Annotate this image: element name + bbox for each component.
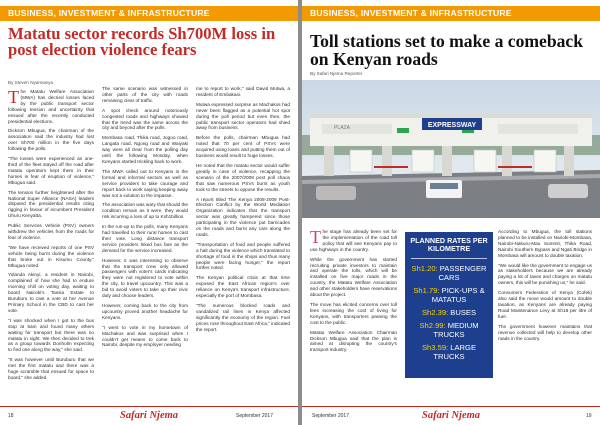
sign-plaza: PLAZA — [334, 125, 350, 131]
issue-date: September 2017 — [312, 413, 349, 419]
page-footer — [0, 406, 298, 425]
article-paragraph: The Kenyan political crisis at that time exposed the East African region's over reliance on Kenya's transport infrastructure, especially the port of Mombasa. — [196, 275, 290, 299]
article-paragraph: However, it was interesting to observe that the transport crew only allowed passengers with voter's cards indicating they were not registered to vote within the city, to travel upcountry. This was a bid to avoid voters to take up their civic duty and choose leaders. — [102, 257, 188, 299]
article-paragraph: In the run-up to the polls, many Kenyans had travelled to their rural homes to cast their vote. Long distance transport service providers hiked bus fare as the demand for the service increased. — [102, 224, 188, 253]
section-label: BUSINESS, INVESTMENT & INFRASTRUCTURE — [8, 8, 210, 18]
article-paragraph: Before the polls, chairman Mbugua had noted that 70 per cent of PSVs were acquired using loans and putting them out of business would result to huge losses. — [196, 135, 290, 159]
article-paragraph: "I was shocked when I got to the bus stop at 5am and found many others waiting for transport but there was no matatu in sight. We then decided to trek as a group towards Donholm expecting to find one along the way," she said. — [8, 317, 94, 353]
toll-rates-title: PLANNED RATES PER KILOMETRE — [410, 236, 488, 253]
article-paragraph: While the government has started recruiting private investors to maintain and operate the tolls, which will be installed on five major roads in the country, the Matatu Welfare Association and other stakeholders have reservations about the project. — [310, 256, 397, 298]
article-paragraph: "The losses were experienced as one-third of the fleet stayed off the road after matatu operators kept them in their homes in fear of eruption of violence," Mbugua said. — [8, 156, 94, 185]
article-column-1 — [310, 229, 397, 399]
toll-rate-label: PASSENGER CARS — [437, 264, 487, 282]
article-column-1 — [8, 89, 94, 397]
column-body — [196, 86, 290, 333]
page-number: 18 — [8, 413, 14, 419]
article-paragraph: According to Mbugua, the toll stations planned to be installed on Nairobi-Mombasa, Nairobi-Nakuru-Mau Summit, Thika Road, Nairobi Southern Bypass and Ngati Bridge in Mombasa will amount to double taxation. — [498, 229, 592, 258]
toll-rate-label: MEDIUM TRUCKS — [433, 321, 479, 339]
drop-cap: T — [8, 89, 19, 107]
toll-rates-panel — [405, 232, 493, 378]
drop-cap: T — [310, 229, 321, 247]
panel-divider — [411, 258, 487, 259]
article-paragraph: me to report to work," said David Mutwa, a resident of Embakasi. — [196, 86, 290, 97]
toll-rate-amount: Sh1.20: — [411, 264, 438, 273]
article-paragraph: The association was wary that should the condition remain as it were, they would risk incurring a loss of up to Ksh1billion. — [102, 202, 188, 220]
toll-rate-amount: Sh1.79: — [413, 286, 440, 295]
article-paragraph: "Transportation of food and people suffered a halt during the violence which translated to shortage of food in the shops and thus many people were facing hunger," the report further noted. — [196, 241, 290, 271]
article-paragraph: The tension further heightened after the National Super Alliance (NASA) leaders disputed the presidential results citing rigging in favour of incumbent President Uhuru Kenyatta. — [8, 189, 94, 219]
article-paragraph: "I went to vote in my hometown of Machakos and was surprised when I couldn't get means to come back to Nairobi, despite my employer needing — [102, 324, 188, 348]
article-paragraph: He noted that the matatu sector would suffer greatly in case of violence, recapping the scenario of the 2007/2008 post poll chaos that saw numerous PSVs burnt as youth took to the streets to oppose the results. — [196, 162, 290, 192]
article-paragraph: Mombasa road, Thika road, Jogoo road, Langata road, Ngong road and Waiyaki way were all clear from the polling day until the following Monday, when Kenyans started trickling back to work. — [102, 135, 188, 164]
magazine-name: Safari Njema — [120, 410, 179, 421]
toll-rate-amount: Sh3.59: — [421, 343, 449, 352]
column-body — [102, 86, 188, 348]
toll-rate-amount: Sh2.99: — [419, 321, 446, 330]
article-paragraph: The government however maintains that revenue collected will help to develop other roads in the country. — [498, 323, 592, 341]
article-column-2 — [102, 86, 188, 398]
article-column-3 — [196, 86, 290, 398]
article-paragraph: Matatu Welfare Association Chairman Dickson Mbugua said that the plan is aimed at disrupting the country's transport industry. — [310, 329, 397, 353]
toll-rate-label: PICK-UPS & MATATUS — [431, 286, 485, 304]
article-paragraph: Public Services Vehicle (PSV) owners withdrew the vehicles from the roads for fear of violence. — [8, 223, 94, 240]
sign-road-name: EXPRESSWAY — [427, 122, 477, 129]
article-paragraph: "We have received reports of one PSV vehicle being burnt during the violence that broke out in Kisumu County," Mbugua noted. — [8, 244, 94, 268]
article-paragraph: The MWA called out to Kenyans in the formal and informal sectors as well as service providers to take courage and report back to work saying keeping away was not a solution to the impasse. — [102, 168, 188, 198]
section-header — [0, 6, 298, 21]
column-body — [498, 229, 592, 341]
toll-rate-amount: Sh2.39: — [421, 308, 449, 317]
column-body — [310, 229, 397, 353]
article-headline: Toll stations set to make a comeback on Kenyan roads — [310, 31, 584, 69]
article-paragraph: Dickson Mbugua, the chairman of the association said the industry had lost over Sh700 million in the five days following the polls. — [8, 128, 94, 152]
toll-rate-item — [409, 286, 489, 304]
toll-rate-item — [409, 264, 489, 282]
section-label: BUSINESS, INVESTMENT & INFRASTRUCTURE — [310, 8, 512, 18]
issue-date: September 2017 — [236, 413, 273, 419]
article-paragraph: The move has elicited concerns over toll fees increasing the cost of living for Kenyans, with transporters passing the cost to the public. — [310, 301, 397, 325]
article-paragraph: Yolanda Akinyi, a resident in Nairobi, complained of how she had to endure morning chill on voting day, waiting to board Nairobi's Tassia Estate to Buruburu to cast a vote at her Avenue Primary School in the CBD to cast her vote. — [8, 272, 94, 313]
page-footer — [302, 406, 600, 425]
article-paragraph: he stage has already been set for the implementation of the road toll policy that will see Kenyans pay to use highways in the country. — [310, 229, 397, 252]
toll-gate-illustration — [302, 80, 600, 218]
article-column-3 — [498, 229, 592, 399]
toll-gate-photo — [302, 80, 600, 218]
article-paragraph: A spot check around notoriously congested roads and highways showed that the trend was the same across the city and beyond after the polls. — [102, 107, 188, 131]
article-paragraph: Mutwa expressed surprise as Machakos had never been flagged as a potential hot spot during the poll period but even then, the public transport sector operators had shied away from business. — [196, 101, 290, 131]
article-paragraph: However, coming back to the city from upcountry proved another headache for Kenyans. — [102, 303, 188, 320]
article-paragraph: "The numerous blocked roads and vandalized rail lines in Kenya affected significantly the economy of the region. Fuel prices rose throughout East Africa," indicated the report. — [196, 303, 290, 332]
article-paragraph: he Matatu Welfare Association (MWA) has decried losses faced by the public transport sector following tension and uncertainty that ensued after the recently conducted presidential elections. — [8, 89, 94, 124]
toll-rates-list — [409, 264, 489, 361]
section-header — [302, 6, 600, 21]
article-headline: Matatu sector records Sh700M loss in post election violence fears — [8, 24, 276, 59]
page-number: 19 — [586, 413, 592, 419]
article-paragraph: Consumers Federation of Kenya (Cofek) also said the move would amount to double taxation, as Kenyans are already paying Road Maintenance Levy at Sh18 per litre of fuel. — [498, 290, 592, 319]
toll-rate-label: BUSES — [448, 308, 477, 317]
magazine-name: Safari Njema — [422, 410, 481, 421]
toll-rate-item — [409, 308, 489, 317]
article-byline: By Steven Nyamweya — [8, 80, 53, 85]
column-body — [8, 89, 94, 381]
article-paragraph: The same scenario was witnessed in other parts of the city with roads remaining clear of traffic. — [102, 86, 188, 103]
left-page — [0, 0, 298, 425]
article-paragraph: "We would like the government to engage us as stakeholders because we are already paying a lot of taxes and charges on matatu owners, this will be punishing us," he said. — [498, 262, 592, 286]
article-byline: By Safari Njema Reporter — [310, 71, 363, 76]
right-page — [302, 0, 600, 425]
article-paragraph: "It was however until Buruburu that we met the first matatu and there was a huge scramble that ensued for space to board," she added. — [8, 357, 94, 380]
toll-rate-item — [409, 343, 489, 361]
toll-rate-label: LARGE TRUCKS — [433, 343, 477, 361]
article-paragraph: A report titled The Kenya 2008-2009 Post-Election Conflict by the World Mediation Organization indicates that the transport sector was greatly hampered since those participating in the violence put barricades on the roads and burnt any cars along the roads. — [196, 196, 290, 237]
toll-rate-item — [409, 321, 489, 339]
